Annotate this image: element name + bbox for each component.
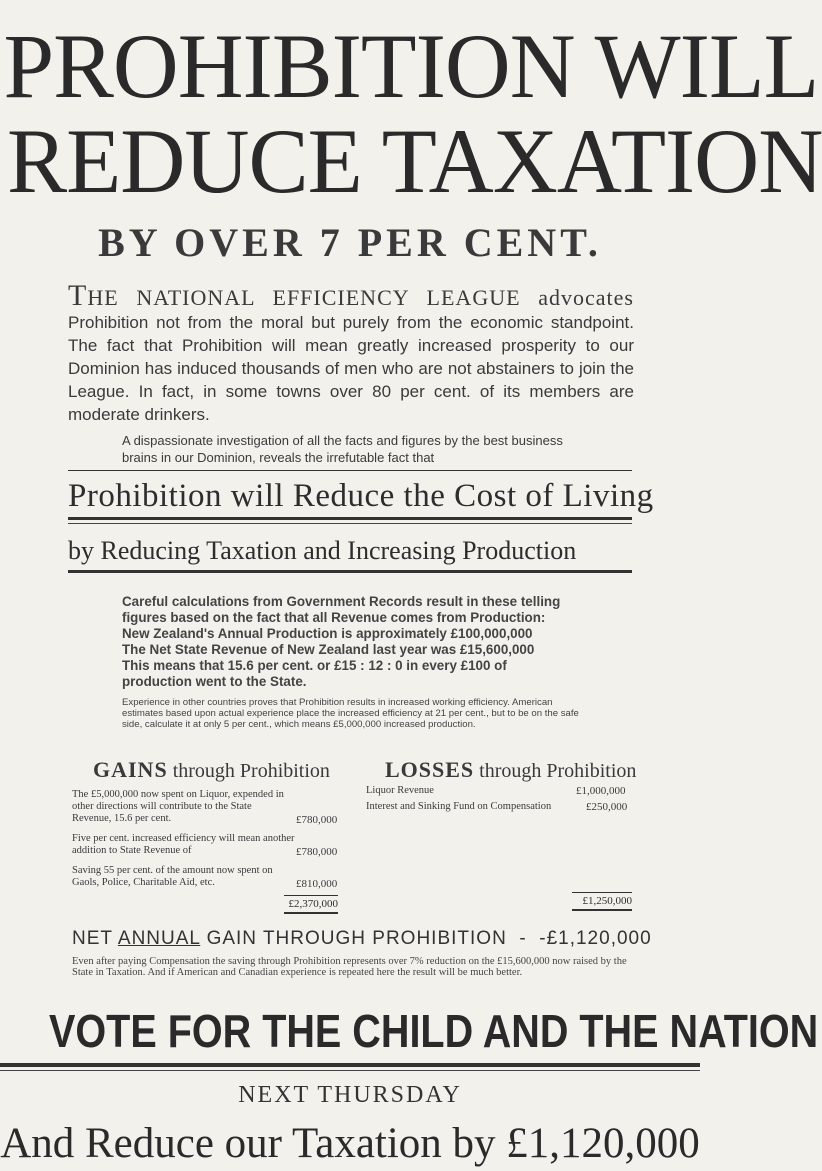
losses-item-2: Interest and Sinking Fund on Compensation	[366, 801, 552, 812]
rule-vote-bottom	[0, 1063, 700, 1067]
calc-line: New Zealand's Annual Production is approximately £100,000,000	[122, 626, 533, 641]
gains-amount-2: £780,000	[296, 846, 338, 858]
net-label-annual: ANNUAL	[117, 928, 201, 949]
net-label-post: GAIN THROUGH PROHIBITION	[206, 928, 507, 949]
rule-vote-thin	[0, 1070, 700, 1071]
rule-top	[68, 470, 632, 471]
banner-cost-of-living: Prohibition will Reduce the Cost of Living	[68, 478, 654, 514]
rule-banner2-bottom	[68, 570, 632, 573]
losses-heading-rest: through Prohibition	[479, 760, 637, 782]
net-note: Even after paying Compensation the saving through Prohibition represents over 7% reduction on the £15,600,000 now raised by the State in Taxation. And if American and Canadian experience is repeated here the result will be much better.	[72, 956, 627, 978]
net-amount: £1,120,000	[546, 928, 652, 949]
losses-heading-main: LOSSES	[385, 757, 475, 782]
losses-heading	[385, 757, 636, 783]
intro-drop-cap: T	[68, 279, 88, 312]
intro-lead-word: advocates	[538, 285, 634, 310]
vote-banner: VOTE FOR THE CHILD AND THE NATION	[49, 1005, 819, 1057]
gains-amount-3: £810,000	[296, 878, 338, 890]
experience-paragraph: Experience in other countries proves that Prohibition results in increased working efficiency. American estimates based upon actual experience place the increased efficiency at 21 per cent., but to be on the safe side, calculate it at only 5 per cent., which means £5,000,000 increased production.	[122, 697, 579, 730]
gains-heading-rest: through Prohibition	[172, 760, 330, 782]
rule-banner1-bottom	[68, 517, 632, 520]
losses-item-1: Liquor Revenue	[366, 785, 434, 796]
calc-line: This means that 15.6 per cent. or £15 : 12 : 0 in every £100 of	[122, 658, 507, 673]
calc-line: Careful calculations from Government Records result in these telling	[122, 594, 561, 609]
headline-subline: BY OVER 7 PER CENT.	[98, 220, 602, 265]
closing-line: And Reduce our Taxation by £1,120,000	[0, 1120, 700, 1167]
gains-item-3: Saving 55 per cent. of the amount now spent on Gaols, Police, Charitable Aid, etc.	[72, 865, 273, 888]
gains-item-2: Five per cent. increased efficiency will mean another addition to State Revenue of	[72, 833, 295, 856]
banner-reducing-taxation: by Reducing Taxation and Increasing Production	[68, 536, 577, 565]
gains-heading	[93, 757, 330, 783]
intro-body: Prohibition not from the moral but purely from the economic standpoint. The fact that Prohibition will mean greatly increased prosperity to our Dominion has induced thousands of men who are not abstainers to join the League. In fact, in some towns over 80 per cent. of its members are moderate drinkers.	[68, 313, 634, 424]
net-annual-gain	[72, 928, 652, 950]
gains-amount-1: £780,000	[296, 814, 338, 826]
headline-line-1: PROHIBITION WILL	[3, 15, 819, 117]
losses-total: £1,250,000	[572, 892, 632, 911]
net-label-pre: NET	[72, 928, 113, 949]
net-dashes: - -	[513, 928, 547, 949]
headline-line-2: REDUCE TAXATION	[7, 110, 822, 212]
calc-line: figures based on the fact that all Revenue comes from Production:	[122, 610, 546, 625]
calc-line: The Net State Revenue of New Zealand last year was £15,600,000	[122, 642, 535, 657]
gains-item-1: The £5,000,000 now spent on Liquor, expended in other directions will contribute to the State Revenue, 15.6 per cent.	[72, 789, 284, 824]
league-name: HE NATIONAL EFFICIENCY LEAGUE	[87, 285, 521, 310]
investigation-paragraph: A dispassionate investigation of all the facts and figures by the best business brains in our Dominion, reveals the irrefutable fact that	[122, 433, 563, 465]
losses-amount-1: £1,000,000	[576, 785, 626, 797]
rule-banner1-thin	[68, 523, 632, 524]
gains-heading-main: GAINS	[93, 757, 168, 782]
losses-amount-2: £250,000	[586, 801, 628, 813]
gains-total: £2,370,000	[284, 895, 338, 914]
calc-line: production went to the State.	[122, 674, 307, 689]
next-thursday: NEXT THURSDAY	[238, 1082, 462, 1108]
calculations-block	[122, 594, 592, 690]
intro-lead	[68, 279, 634, 312]
intro-paragraph	[68, 279, 634, 426]
